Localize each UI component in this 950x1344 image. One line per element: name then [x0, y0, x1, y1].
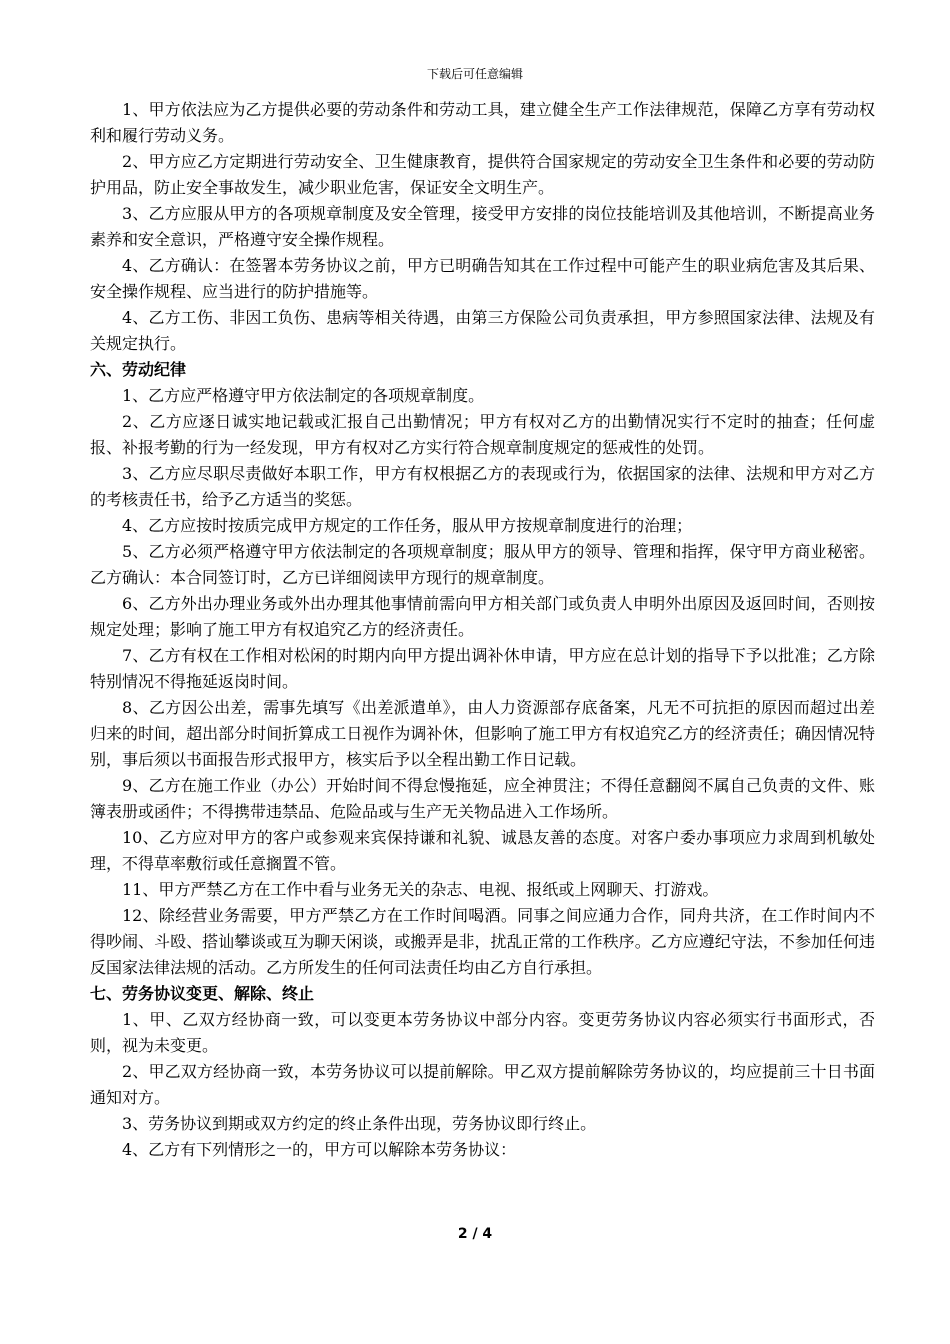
paragraph: 4、乙方有下列情形之一的，甲方可以解除本劳务协议： — [122, 1140, 517, 1159]
paragraph: 9、乙方在施工作业（办公）开始时间不得怠慢拖延，应全神贯注；不得任意翻阅不属自己负责的文件、账簿表册或函件；不得携带违禁品、危险品或与生产无关物品进入工作场所。 — [90, 776, 875, 821]
paragraph: 4、乙方确认：在签署本劳务协议之前，甲方已明确告知其在工作过程中可能产生的职业病危害及其后果、安全操作规程、应当进行的防护措施等。 — [90, 256, 875, 301]
section-heading: 六、劳动纪律 — [90, 360, 187, 379]
paragraph: 2、乙方应逐日诚实地记载或汇报自己出勤情况；甲方有权对乙方的出勤情况实行不定时的抽查；任何虚报、补报考勤的行为一经发现，甲方有权对乙方实行符合规章制度规定的惩戒性的处罚。 — [90, 412, 875, 457]
paragraph: 3、乙方应尽职尽责做好本职工作，甲方有权根据乙方的表现或行为，依据国家的法律、法规和甲方对乙方的考核责任书，给予乙方适当的奖惩。 — [90, 464, 875, 509]
paragraph: 4、乙方应按时按质完成甲方规定的工作任务，服从甲方按规章制度进行的治理； — [122, 516, 693, 535]
paragraph: 6、乙方外出办理业务或外出办理其他事情前需向甲方相关部门或负责人申明外出原因及返回时间，否则按规定处理；影响了施工甲方有权追究乙方的经济责任。 — [90, 594, 875, 639]
paragraph: 3、劳务协议到期或双方约定的终止条件出现，劳务协议即行终止。 — [122, 1114, 597, 1133]
paragraph: 8、乙方因公出差，需事先填写《出差派遣单》，由人力资源部存底备案，凡无不可抗拒的原因而超过出差归来的时间，超出部分时间折算成工日视作为调补休，但影响了施工甲方有权追究乙方的经济责任；确因情况特别，事后须以书面报告形式报甲方，核实后予以全程出勤工作日记载。 — [90, 698, 875, 769]
paragraph: 2、甲方应乙方定期进行劳动安全、卫生健康教育，提供符合国家规定的劳动安全卫生条件和必要的劳动防护用品，防止安全事故发生，减少职业危害，保证安全文明生产。 — [90, 152, 875, 197]
paragraph: 7、乙方有权在工作相对松闲的时期内向甲方提出调补休申请，甲方应在总计划的指导下予以批准；乙方除特别情况不得拖延返岗时间。 — [90, 646, 875, 691]
document-body — [90, 97, 875, 1163]
paragraph: 1、甲方依法应为乙方提供必要的劳动条件和劳动工具，建立健全生产工作法律规范，保障乙方享有劳动权利和履行劳动义务。 — [90, 100, 875, 145]
page-number: 2 / 4 — [457, 1226, 493, 1242]
paragraph: 4、乙方工伤、非因工负伤、患病等相关待遇，由第三方保险公司负责承担，甲方参照国家法律、法规及有关规定执行。 — [90, 308, 875, 353]
paragraph: 5、乙方必须严格遵守甲方依法制定的各项规章制度；服从甲方的领导、管理和指挥，保守甲方商业秘密。乙方确认：本合同签订时，乙方已详细阅读甲方现行的规章制度。 — [90, 542, 875, 587]
paragraph: 3、乙方应服从甲方的各项规章制度及安全管理，接受甲方安排的岗位技能培训及其他培训，不断提高业务素养和安全意识，严格遵守安全操作规程。 — [90, 204, 875, 249]
page-header: 下载后可任意编辑 — [426, 67, 523, 81]
section-heading: 七、劳务协议变更、解除、终止 — [90, 984, 315, 1003]
paragraph: 11、甲方严禁乙方在工作中看与业务无关的杂志、电视、报纸或上网聊天、打游戏。 — [122, 880, 719, 899]
paragraph: 2、甲乙双方经协商一致，本劳务协议可以提前解除。甲乙双方提前解除劳务协议的，均应提前三十日书面通知对方。 — [90, 1062, 875, 1107]
paragraph: 1、乙方应严格遵守甲方依法制定的各项规章制度。 — [122, 386, 485, 405]
paragraph: 1、甲、乙双方经协商一致，可以变更本劳务协议中部分内容。变更劳务协议内容必须实行书面形式，否则，视为未变更。 — [90, 1010, 875, 1055]
paragraph: 12、除经营业务需要，甲方严禁乙方在工作时间喝酒。同事之间应通力合作，同舟共济，在工作时间内不得吵闹、斗殴、搭讪攀谈或互为聊天闲谈，或搬弄是非，扰乱正常的工作秩序。乙方应遵纪守法，不参加任何违反国家法律法规的活动。乙方所发生的任何司法责任均由乙方自行承担。 — [90, 906, 875, 977]
paragraph: 10、乙方应对甲方的客户或参观来宾保持谦和礼貌、诚恳友善的态度。对客户委办事项应力求周到机敏处理，不得草率敷衍或任意搁置不管。 — [90, 828, 875, 873]
